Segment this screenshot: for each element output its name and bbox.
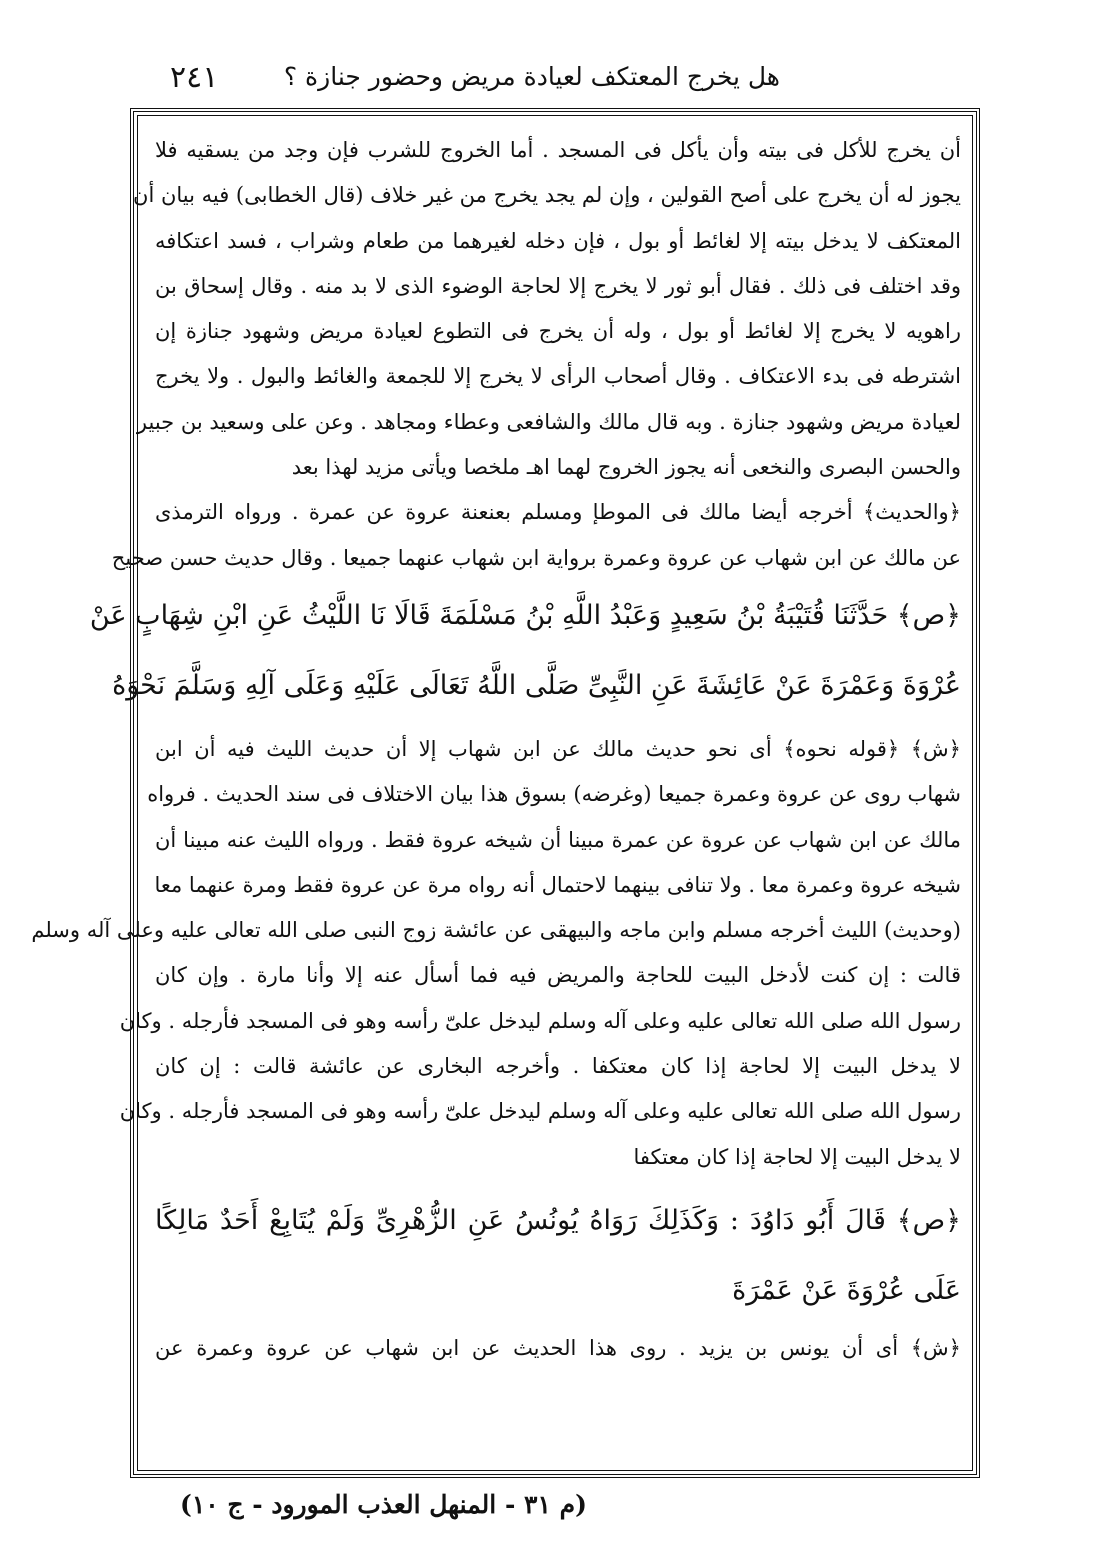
hadith-line: ﴿ص﴾ حَدَّثَنَا قُتَيْبَةُ بْنُ سَعِيدٍ وَعَبْدُ اللَّهِ بْنُ مَسْلَمَةَ قَالَا نَا اللَّيْثُ عَنِ ابْنِ شِهَابٍ عَنْ (89, 599, 961, 631)
commentary-block-3 (31, 727, 961, 1180)
text-line: اشترطه فى بدء الاعتكاف . وقال أصحاب الرأى لا يخرج إلا للجمعة والغائط والبول . ولا يخرج (155, 364, 961, 389)
page-header (130, 58, 980, 102)
hadith-text-1 (89, 581, 961, 721)
text-line: راهويه لا يخرج إلا لغائط أو بول ، وله أن يخرج فى التطوع لعيادة مريض وشهود جنازة إن (155, 319, 961, 344)
text-line: ﴿ش﴾ ﴿قوله نحوه﴾ أى نحو حديث مالك عن ابن شهاب إلا أن حديث الليث فيه أن ابن (155, 736, 961, 761)
commentary-block-4 (155, 1326, 961, 1371)
hadith-line: عَلَى عُرْوَةَ عَنْ عَمْرَةَ (732, 1274, 961, 1306)
commentary-block-1 (133, 128, 961, 490)
text-line: شهاب روى عن عروة وعمرة جميعا (وغرضه) بسوق هذا بيان الاختلاف فى سند الحديث . فرواه (147, 782, 961, 807)
text-line: رسول الله صلى الله تعالى عليه وعلى آله وسلم ليدخل علىّ رأسه وهو فى المسجد فأرجله . وكان (119, 1099, 961, 1124)
page-number: ٢٤١ (170, 60, 219, 95)
text-line: ﴿ش﴾ أى أن يونس بن يزيد . روى هذا الحديث عن ابن شهاب عن عروة وعمرة عن (155, 1335, 961, 1360)
commentary-block-2 (111, 490, 961, 581)
body-text (31, 128, 961, 1371)
text-line: عن مالك عن ابن شهاب عن عروة وعمرة برواية ابن شهاب عنهما جميعا . وقال حديث حسن صحيح (111, 545, 961, 570)
text-line: (وحديث) الليث أخرجه مسلم وابن ماجه والبيهقى عن عائشة زوج النبى صلى الله تعالى عليه وعلى آله وسلم (31, 918, 961, 943)
text-line: لا يدخل البيت إلا لحاجة إذا كان معتكفا . وأخرجه البخارى عن عائشة قالت : إن كان (155, 1054, 961, 1079)
text-line: شيخه عروة وعمرة معا . ولا تنافى بينهما لاحتمال أنه رواه مرة عن عروة فقط ومرة عنهما معا (154, 872, 961, 897)
text-line: المعتكف لا يدخل بيته إلا لغائط أو بول ، فإن دخله لغيرهما من طعام وشراب ، فسد اعتكافه (155, 228, 961, 253)
text-line: قالت : إن كنت لأدخل البيت للحاجة والمريض فيه فما أسأل عنه إلا وأنا مارة . وإن كان (155, 963, 961, 988)
text-line: مالك عن ابن شهاب عن عروة عن عمرة مبينا أن شيخه عروة فقط . ورواه الليث عنه مبينا أن (155, 827, 961, 852)
hadith-line: عُرْوَةَ وَعَمْرَةَ عَنْ عَائِشَةَ عَنِ النَّبِىِّ صَلَّى اللَّهُ تَعَالَى عَلَيْهِ وَعَلَى آلِهِ وَسَلَّمَ نَحْوَهُ (112, 669, 961, 701)
text-line: أن يخرج للأكل فى بيته وأن يأكل فى المسجد . أما الخروج للشرب فإن وجد من يسقيه فلا (155, 138, 961, 162)
text-line: رسول الله صلى الله تعالى عليه وعلى آله وسلم ليدخل علىّ رأسه وهو فى المسجد فأرجله . وكان (119, 1008, 961, 1033)
text-line: ﴿والحديث﴾ أخرجه أيضا مالك فى الموطإ ومسلم بعنعنة عروة عن عمرة . ورواه الترمذى (155, 500, 961, 525)
text-line: لعيادة مريض وشهود جنازة . وبه قال مالك والشافعى وعطاء ومجاهد . وعن على وسعيد بن جبير (136, 409, 961, 434)
hadith-line: ﴿ص﴾ قَالَ أَبُو دَاوُدَ : وَكَذَلِكَ رَوَاهُ يُونُسُ عَنِ الزُّهْرِىِّ وَلَمْ يُتَابِعْ أَحَدٌ مَالِكًا (155, 1204, 961, 1236)
hadith-text-2 (155, 1186, 961, 1326)
running-title: هل يخرج المعتكف لعيادة مريض وحضور جنازة ؟ (283, 62, 780, 91)
text-line: لا يدخل البيت إلا لحاجة إذا كان معتكفا (633, 1144, 961, 1169)
volume-signature: (م ٣١ - المنهل العذب المورود - ج ١٠) (180, 1490, 587, 1519)
text-line: وقد اختلف فى ذلك . فقال أبو ثور لا يخرج إلا لحاجة الوضوء الذى لا بد منه . وقال إسحاق بن (155, 273, 961, 298)
text-line: يجوز له أن يخرج على أصح القولين ، وإن لم يجد يخرج من غير خلاف (قال الخطابى) فيه بيان أن (133, 183, 961, 208)
text-line: والحسن البصرى والنخعى أنه يجوز الخروج لهما اهـ ملخصا ويأتى مزيد لهذا بعد (291, 455, 961, 480)
